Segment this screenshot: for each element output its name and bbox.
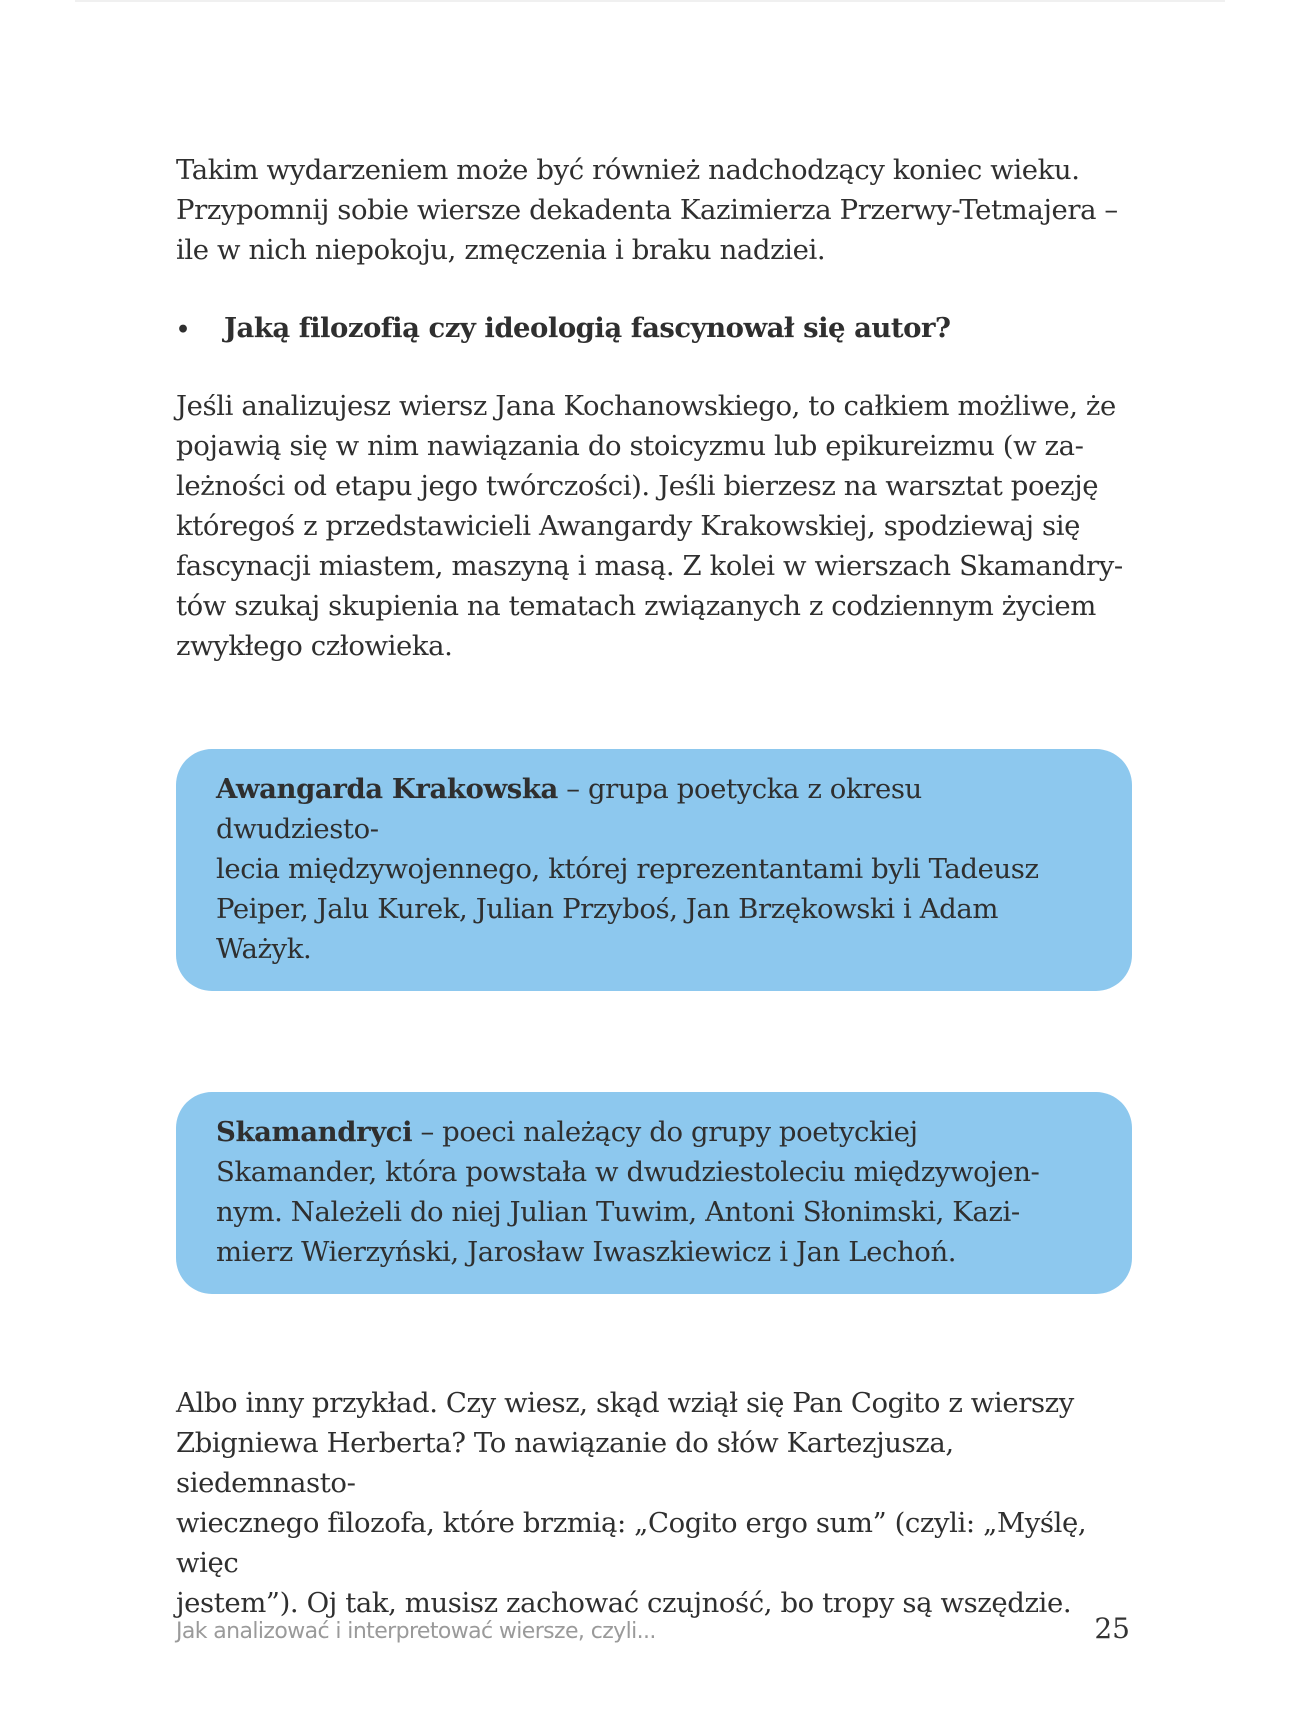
bullet-question: Jaką filozofią czy ideologią fascynował się autor? (224, 312, 951, 344)
page-content (176, 150, 1136, 1623)
definition-term: Awangarda Krakowska (216, 773, 558, 805)
definition-text: – grupa poetycka z okresu dwudziesto- lecia międzywojennego, której reprezentantami byli Tadeusz Peiper, Jalu Kurek, Julian Przyboś, Jan Brzękowski i Adam Ważyk. (216, 773, 1039, 965)
intro-paragraph: Takim wydarzeniem może być również nadchodzący koniec wieku. Przypomnij sobie wiersze dekadenta Kazimierza Przerwy-Tetmajera – ile w nich niepokoju, zmęczenia i braku nadziei. (176, 154, 1118, 266)
definition-text: – poeci należący do grupy poetyckiej Skamander, która powstała w dwudziestoleciu międzywojen- nym. Należeli do niej Julian Tuwim, Antoni Słonimski, Kazi- mierz Wierzyński, Jarosław Iwaszkiewicz i Jan Lechoń. (216, 1116, 1040, 1268)
page-footer (176, 1612, 1130, 1645)
question-bullet (176, 308, 1136, 350)
definition-box-awangarda (176, 749, 1132, 991)
running-title: Jak analizować i interpretować wiersze, czyli... (176, 1619, 656, 1644)
cogito-paragraph: Albo inny przykład. Czy wiesz, skąd wziął się Pan Cogito z wierszy Zbigniewa Herberta? To nawiązanie do słów Kartezjusza, siedemnasto- wiecznego filozofa, które brzmią: „Cogito ergo sum” (czyli: „Myślę, więc jestem”). Oj tak, musisz zachować czujność, bo tropy są wszędzie. (176, 1387, 1087, 1619)
definition-box-skamandryci (176, 1092, 1132, 1294)
kochanowski-paragraph: Jeśli analizujesz wiersz Jana Kochanowskiego, to całkiem możliwe, że pojawią się w nim nawiązania do stoicyzmu lub epikureizmu (w za- leżności od etapu jego twórczości). Jeśli bierzesz na warsztat poezję któregoś z przedstawicieli Awangardy Krakowskiej, spodziewaj się fascynacji miastem, maszyną i masą. Z kolei w wierszach Skamandry- tów szukaj skupienia na tematach związanych z codziennym życiem zwykłego człowieka. (176, 390, 1123, 662)
top-divider (75, 0, 1225, 2)
definition-term: Skamandryci (216, 1116, 413, 1148)
page-number: 25 (1094, 1612, 1130, 1645)
bullet-marker: • (176, 317, 191, 343)
